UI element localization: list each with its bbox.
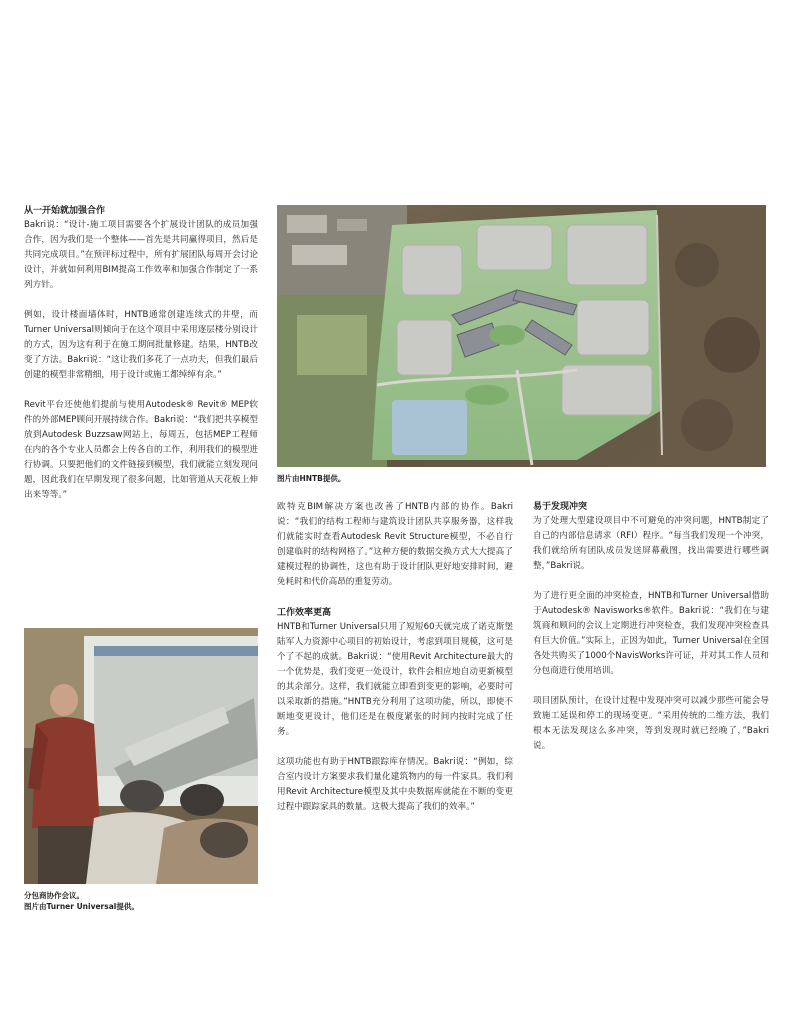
meeting-photo [24, 628, 258, 884]
paragraph: 为了处理大型建设项目中不可避免的冲突问题，HNTB制定了自己的内部信息请求（RFI）程序。“每当我们发现一个冲突，我们就给所有团队成员发送屏幕截图，找出需要进行哪些调整，”Bakri说。 [533, 516, 769, 571]
section-heading-collaboration: 从一开始就加强合作 [24, 206, 106, 216]
paragraph: 欧特克BIM解决方案也改善了HNTB内部的协作。Bakri说：“我们的结构工程师与建筑设计团队共享服务器，这样我们就能实时查看Autodesk Revit Structure模型，不必自行创建临时的结构网格了。”这种方便的数据交换方式大大提高了建模过程的协调性，这也有助于设计团队更好地安排时间，避免耗时和代价高昂的重复劳动。 [277, 502, 513, 587]
aerial-site-image [277, 205, 766, 467]
paragraph: Revit平台还使他们提前与使用Autodesk® Revit® MEP软件的外部MEP顾问开展持续合作。Bakri说：“我们把共享模型放到Autodesk Buzzsaw网站上，每周五，包括MEP工程师在内的各个专业人员都会上传各自的工作，利用我们的模型进行协调。只要把他们的文件链接到模型，我们就能立刻发现问题，因此我们在早期发现了很多问题，比如管道从天花板上伸出来等等。” [24, 400, 258, 500]
section-heading-efficiency: 工作效率更高 [277, 608, 332, 618]
section-heading-clash-detection: 易于发现冲突 [533, 502, 588, 512]
paragraph: 为了进行更全面的冲突检查，HNTB和Turner Universal借助于Autodesk® Navisworks®软件。Bakri说：“我们在与建筑商和顾问的会议上定期进行冲突检查，我们发现冲突检查具有巨大价值。”实际上，正因为如此，Turner Universal在全国各处共购买了1000个NavisWorks许可证，并对其工作人员和分包商进行使用培训。 [533, 591, 769, 676]
paragraph: 这项功能也有助于HNTB跟踪库存情况。Bakri说：“例如，综合室内设计方案要求我们量化建筑物内的每一件家具。我们利用Revit Architecture模型及其中央数据库就能在不断的变更过程中跟踪家具的数量。这极大提高了我们的效率。” [277, 757, 513, 812]
aerial-image-caption: 图片由HNTB提供。 [277, 474, 346, 483]
column-3 [533, 500, 769, 754]
meeting-photo-caption [24, 890, 258, 912]
paragraph: 项目团队预计，在设计过程中发现冲突可以减少那些可能会导致施工延误和停工的现场变更。“采用传统的二维方法，我们根本无法发现这么多冲突，等到发现时就已经晚了，”Bakri说。 [533, 696, 769, 751]
column-2 [277, 500, 513, 815]
paragraph: 例如，设计楼面墙体时，HNTB通常创建连续式的井壁，而Turner Universal则倾向于在这个项目中采用逐层楼分别设计的方式，因为这有利于在施工期间批量修建。结果，HNTB改变了方法。Bakri说：“这让我们多花了一点功夫，但我们最后创建的模型非常精细，用于设计或施工都绰绰有余。” [24, 310, 258, 380]
caption-line: 图片由Turner Universal提供。 [24, 902, 139, 911]
column-1 [24, 204, 258, 503]
caption-line: 分包商协作会议。 [24, 891, 84, 900]
paragraph: Bakri说：“设计-施工项目需要各个扩展设计团队的成员加强合作，因为我们是一个整体——首先是共同赢得项目，然后是共同完成项目。”在预评标过程中，所有扩展团队每周开会讨论设计，并就如何利用BIM提高工作效率和加强合作制定了一系列方针。 [24, 220, 258, 290]
paragraph: HNTB和Turner Universal只用了短短60天就完成了诺克斯堡陆军人力资源中心项目的初始设计，考虑到项目规模，这可是个了不起的成就。Bakri说：“使用Revit Architecture最大的一个优势是，我们变更一处设计，软件会相应地自动更新模型的其余部分。这样，我们就能立即看到变更的影响，必要时可以采取新的措施。”HNTB充分利用了这项功能，所以，即使不断地变更设计，他们还是在极度紧张的时间内按时完成了任务。 [277, 622, 513, 737]
